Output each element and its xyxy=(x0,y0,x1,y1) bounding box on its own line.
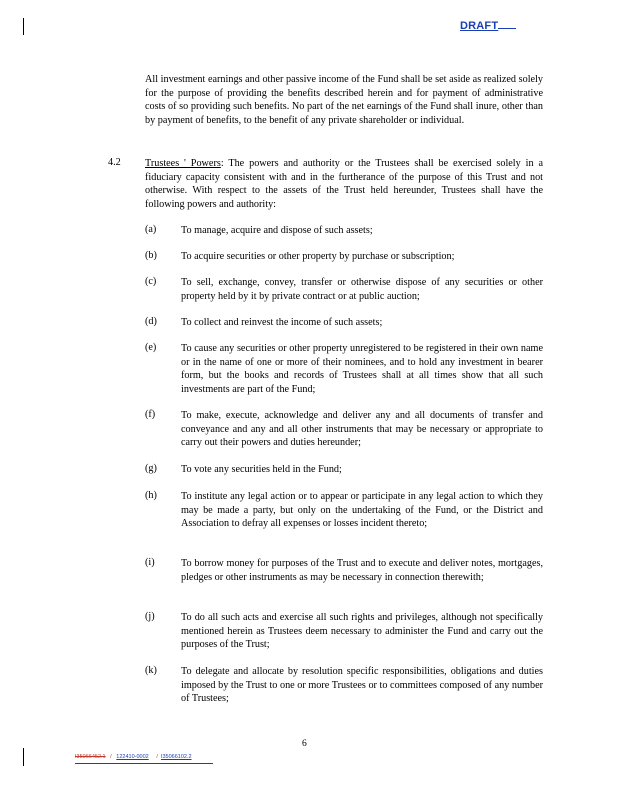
footer-doc-reference: I35066452.1 / 122410-0002 / I35066102.2 xyxy=(75,754,192,760)
list-item-text: To do all such acts and exercise all such rights and privileges, although not specifically mentioned herein as Trustees deem necessary to administer the Fund and carry out the purposes of the Trust; xyxy=(181,612,543,650)
footer-underline xyxy=(75,763,213,764)
list-item-text: To institute any legal action or to appear or participate in any legal action to which they may be made a party, but only on the undertaking of the Fund, or the District and Association to defray all expenses or losses incident thereto; xyxy=(181,491,543,529)
list-item-label: (f) xyxy=(145,409,156,420)
list-item-label: (b) xyxy=(145,250,157,261)
list-item-label: (e) xyxy=(145,342,157,353)
draft-watermark: DRAFT xyxy=(460,20,516,32)
revision-margin-bar-top xyxy=(23,18,24,35)
list-item-text: To collect and reinvest the income of such assets; xyxy=(181,317,383,328)
list-item-label: (k) xyxy=(145,665,157,676)
inserted-doc-id-2: I35066102.2 xyxy=(160,754,192,760)
deleted-doc-id: I35066452.1 xyxy=(75,754,106,760)
intro-paragraph: All investment earnings and other passive income of the Fund shall be set aside as realized solely for the purpose of providing the benefits described herein and for payment of administrative costs of so providing such benefits. No part of the net earnings of the Fund shall inure, other than by payment of benefits, to the benefit of any private shareholder or individual. xyxy=(145,74,543,126)
inserted-doc-id: 122410-0002 xyxy=(116,754,149,760)
list-item-text: To vote any securities held in the Fund; xyxy=(181,464,342,475)
section-body xyxy=(145,157,543,211)
list-item-text: To sell, exchange, convey, transfer or otherwise dispose of any securities or other property held by it by private contract or at public auction; xyxy=(181,277,543,302)
revision-margin-bar-bottom xyxy=(23,748,24,766)
list-item-text: To acquire securities or other property by purchase or subscription; xyxy=(181,251,455,262)
section-number: 4.2 xyxy=(108,157,121,168)
list-item-label: (i) xyxy=(145,557,155,568)
list-item-label: (a) xyxy=(145,224,157,235)
page-number: 6 xyxy=(302,739,307,749)
list-item-text: To borrow money for purposes of the Trust and to execute and deliver notes, mortgages, pledges or other instruments as may be necessary in connection therewith; xyxy=(181,558,543,583)
list-item-label: (j) xyxy=(145,611,155,622)
section-text: : The powers and authority or the Trustees shall be exercised solely in a fiduciary capacity consistent with and in the furtherance of the purpose of this Trust and not otherwise. With respect to the assets of the Trust held hereunder, Trustees shall have the following powers and authority: xyxy=(145,158,543,210)
list-item-label: (c) xyxy=(145,276,157,287)
section-heading: Trustees ' Powers xyxy=(145,158,221,169)
list-item-label: (g) xyxy=(145,463,157,474)
list-item-text: To manage, acquire and dispose of such assets; xyxy=(181,225,373,236)
list-item-label: (d) xyxy=(145,316,157,327)
list-item-label: (h) xyxy=(145,490,157,501)
list-item-text: To make, execute, acknowledge and deliver any and all documents of transfer and conveyance and any and all other instruments that may be necessary or appropriate to carry out their powers and duties hereunder; xyxy=(181,410,543,448)
list-item-text: To cause any securities or other property unregistered to be registered in their own name or in the name of one or more of their nominees, and to hold any investment in bearer form, but the books and records of Trustees shall at all times show that all such investments are part of the Fund; xyxy=(181,343,543,395)
list-item-text: To delegate and allocate by resolution specific responsibilities, obligations and duties imposed by the Trust to one or more Trustees or to committees composed of any number of Trustees; xyxy=(181,666,543,704)
